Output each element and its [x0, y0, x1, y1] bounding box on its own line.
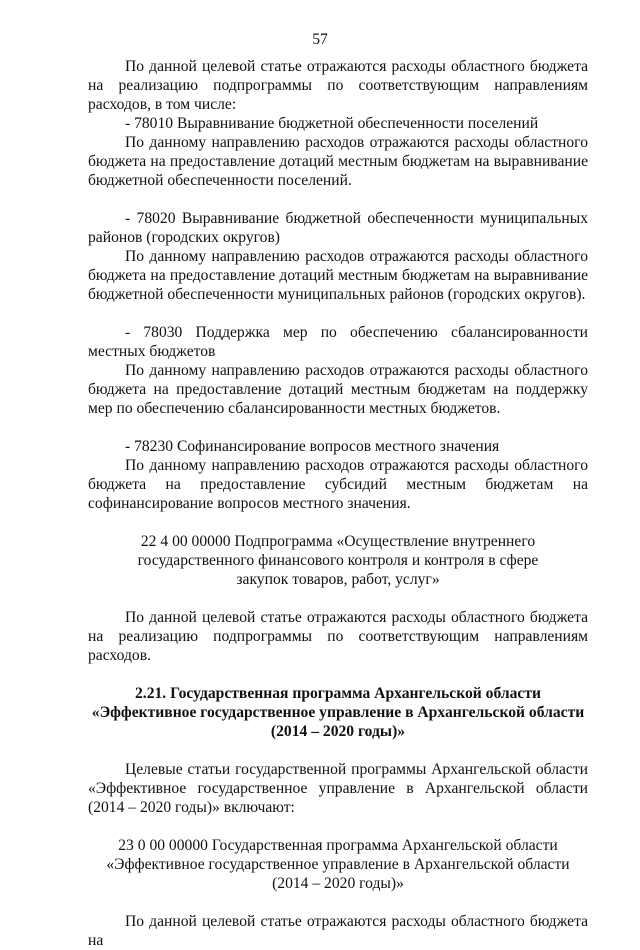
program-title-line: «Эффективное государственное управление в Архангельской области: [106, 856, 570, 873]
item-78230-text: По данному направлению расходов отражаются расходы областного бюджета на предоставление субсидий местным бюджетам на софинансирование вопросов местного значения.: [88, 457, 588, 512]
subprogram-title-line: 22 4 00 00000 Подпрограмма «Осуществление внутреннего: [140, 533, 536, 550]
program-title-line: (2014 – 2020 годы)»: [272, 875, 404, 892]
subprogram-title-line: закупок товаров, работ, услуг»: [236, 571, 440, 588]
item-78230-title: - 78230 Софинансирование вопросов местного значения: [125, 438, 500, 455]
page-content: [88, 57, 588, 950]
subprogram-paragraph: По данной целевой статье отражаются расходы областного бюджета на реализацию подпрограммы по соответствующим направлениям расходов.: [88, 609, 588, 664]
item-78020-text: По данному направлению расходов отражаются расходы областного бюджета на предоставление дотаций местным бюджетам на выравнивание бюджетной обеспеченности муниципальных районов (городских округов).: [88, 248, 588, 303]
item-78010-title: - 78010 Выравнивание бюджетной обеспеченности поселений: [125, 115, 539, 132]
item-78020-title: - 78020 Выравнивание бюджетной обеспеченности муниципальных районов (городских округов): [88, 210, 588, 246]
item-78010-text: По данному направлению расходов отражаются расходы областного бюджета на предоставление дотаций местным бюджетам на выравнивание бюджетной обеспеченности поселений.: [88, 134, 588, 189]
program-intro-paragraph: Целевые статьи государственной программы Архангельской области «Эффективное государственное управление в Архангельской области (2014 – 2020 годы)» включают:: [88, 761, 588, 816]
section-heading-line: «Эффективное государственное управление в Архангельской области: [91, 704, 585, 721]
program-title-line: 23 0 00 00000 Государственная программа Архангельской области: [118, 837, 558, 854]
program-title: [88, 836, 588, 893]
item-78030-text: По данному направлению расходов отражаются расходы областного бюджета на предоставление дотаций местным бюджетам на поддержку мер по обеспечению сбалансированности местных бюджетов.: [88, 362, 588, 417]
closing-paragraph: По данной целевой статье отражаются расходы областного бюджета на: [88, 913, 588, 949]
section-heading-line: (2014 – 2020 годы)»: [270, 723, 406, 740]
section-heading-line: 2.21. Государственная программа Архангельской области: [135, 685, 541, 702]
section-heading: [88, 684, 588, 741]
subprogram-title-line: государственного финансового контроля и контроля в сфере: [137, 552, 539, 569]
page-number: 57: [312, 31, 328, 48]
intro-paragraph: По данной целевой статье отражаются расходы областного бюджета на реализацию подпрограммы по соответствующим направлениям расходов, в том числе:: [88, 58, 588, 113]
item-78030-title: - 78030 Поддержка мер по обеспечению сбалансированности местных бюджетов: [88, 324, 588, 360]
subprogram-title: [88, 532, 588, 589]
